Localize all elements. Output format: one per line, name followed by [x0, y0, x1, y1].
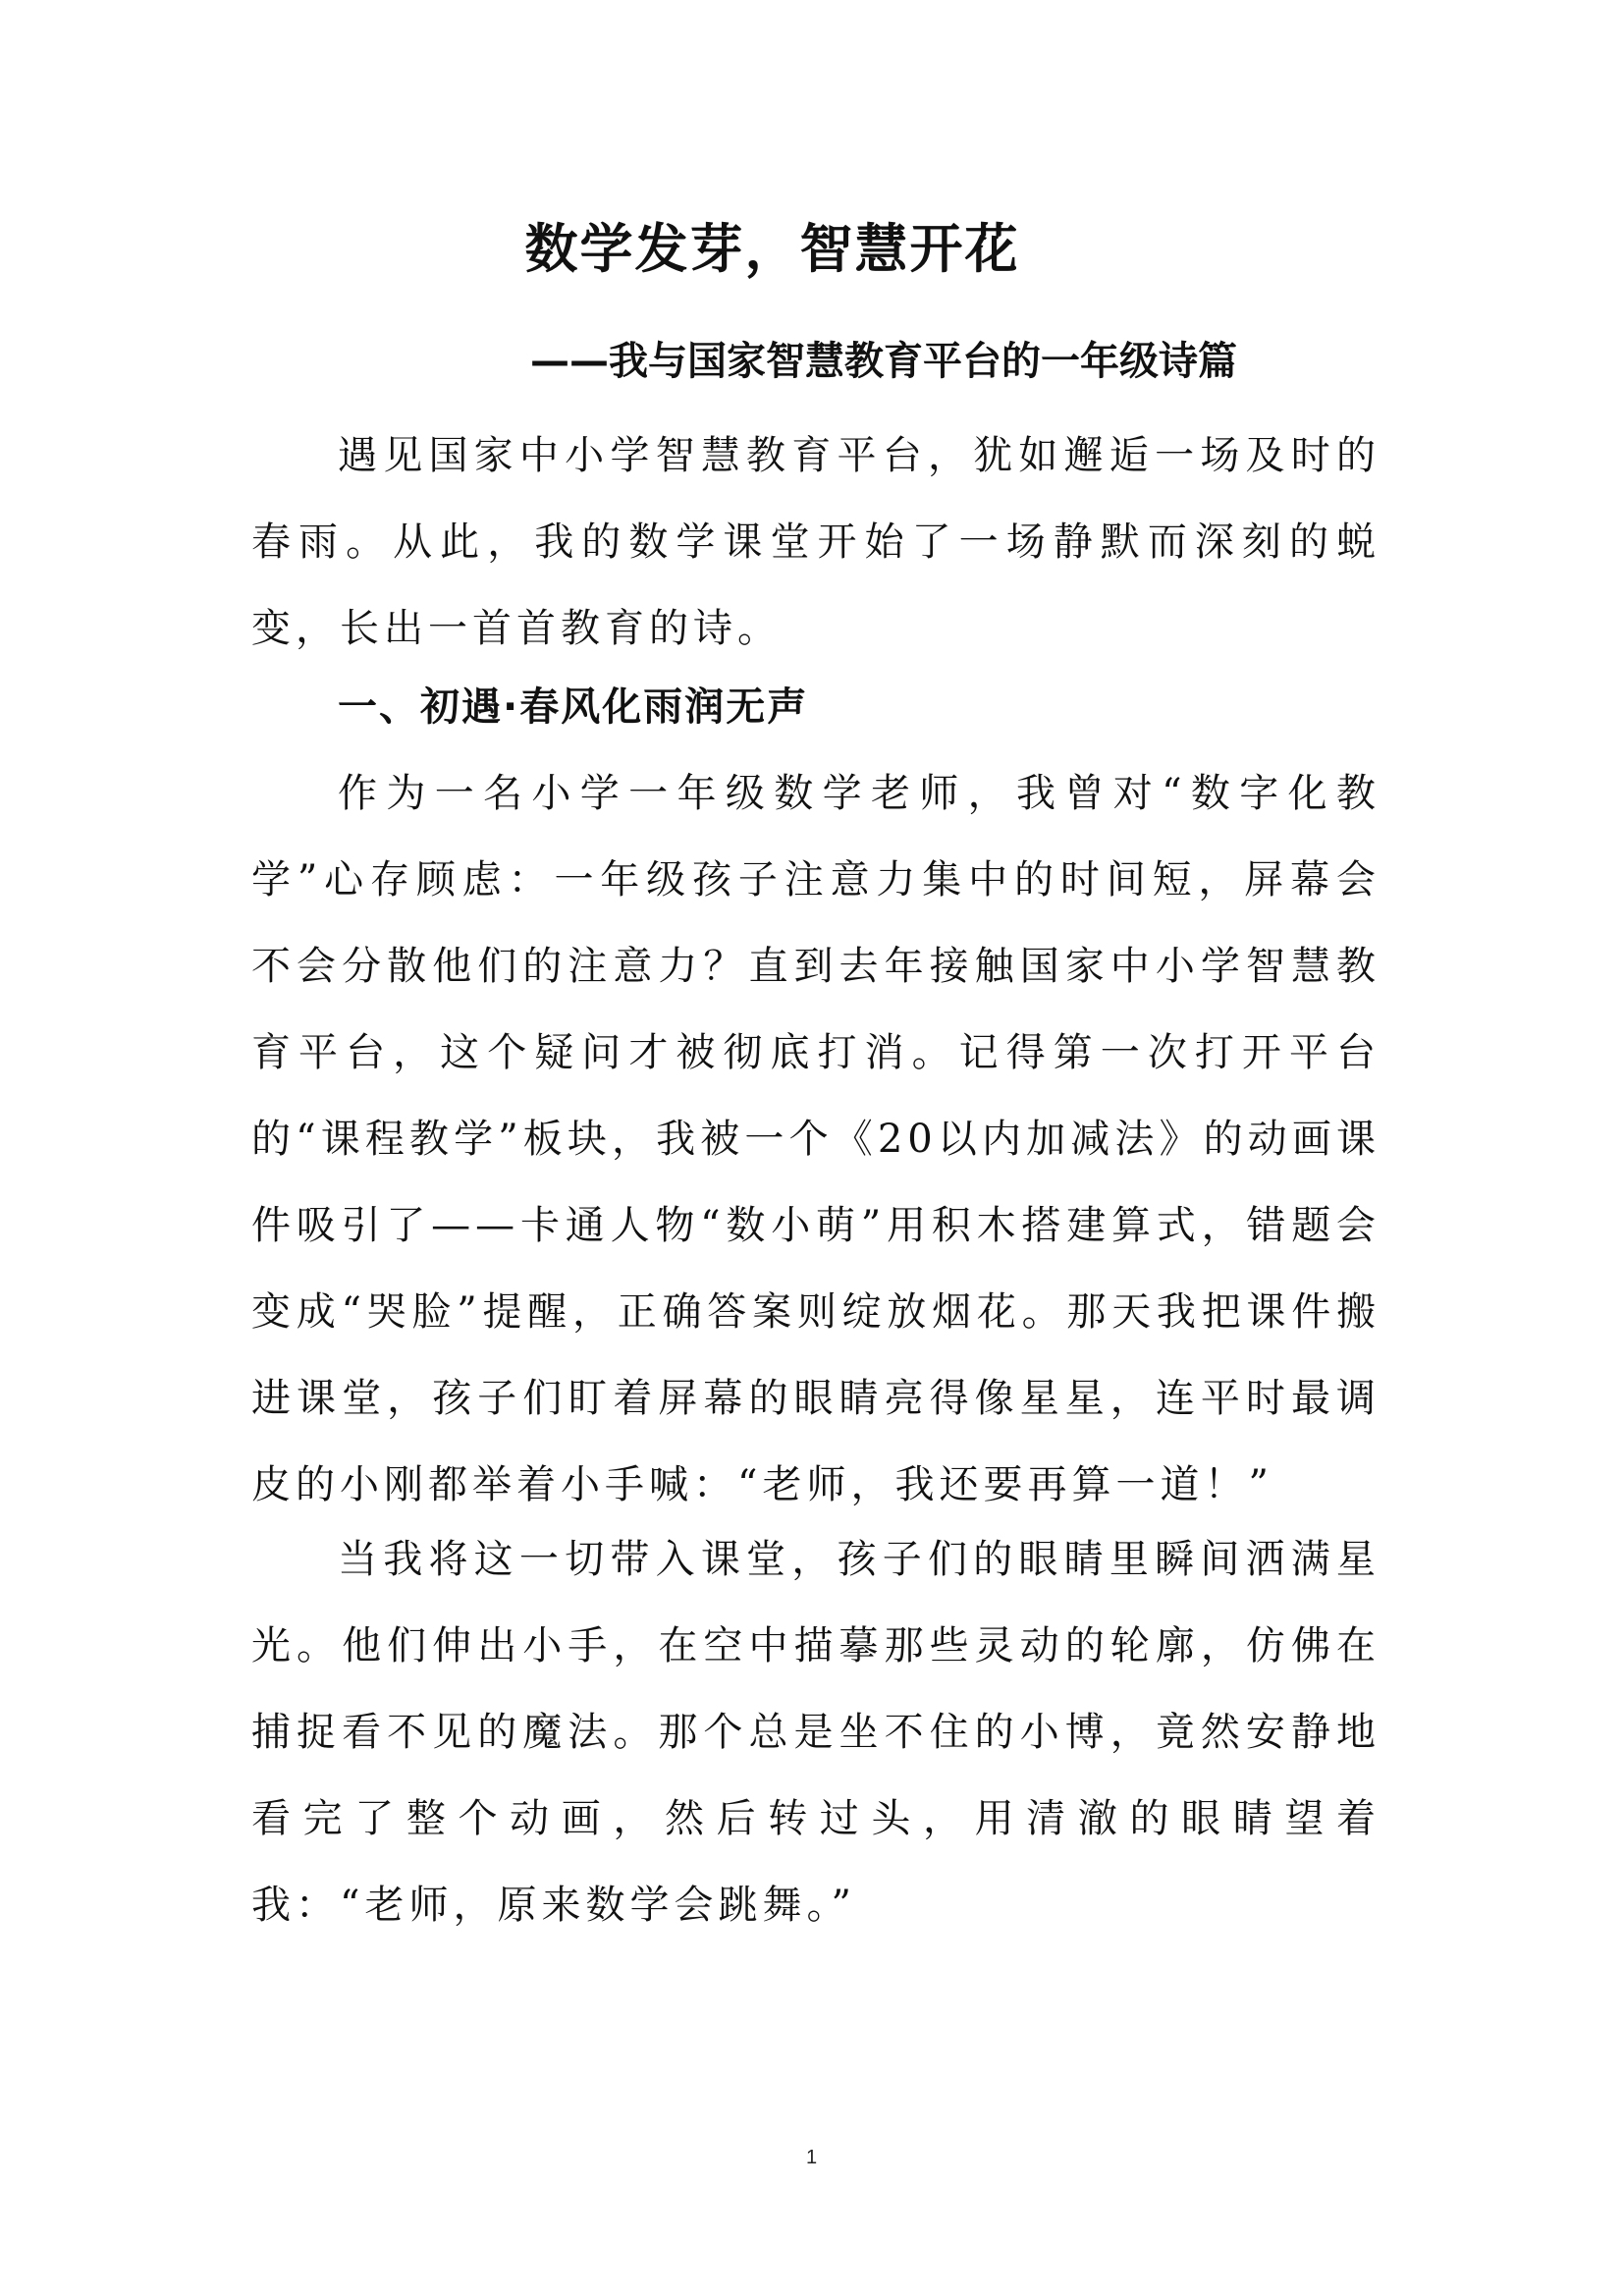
section-heading: 一、初遇·春风化雨润无声: [338, 684, 809, 730]
document-title: 数学发芽，智慧开花: [524, 218, 1020, 280]
page-number: 1: [805, 2147, 818, 2168]
document-subtitle: ——我与国家智慧教育平台的一年级诗篇: [530, 339, 1237, 384]
paragraph-intro: 遇见国家中小学智慧教育平台，犹如邂逅一场及时的春雨。从此，我的数学课堂开始了一场静默而深刻的蜕变，长出一首首教育的诗。: [251, 433, 1380, 651]
paragraph-first-encounter: 作为一名小学一年级数学老师，我曾对“数字化教学”心存顾虑：一年级孩子注意力集中的时间短，屏幕会不会分散他们的注意力？直到去年接触国家中小学智慧教育平台，这个疑问才被彻底打消。记得第一次打开平台的“课程教学”板块，我被一个《20以内加减法》的动画课件吸引了——卡通人物“数小萌”用积木搭建算式，错题会变成“哭脸”提醒，正确答案则绽放烟花。那天我把课件搬进课堂，孩子们盯着屏幕的眼睛亮得像星星，连平时最调皮的小刚都举着小手喊：“老师，我还要再算一道！”: [251, 771, 1380, 1507]
paragraph-classroom: 当我将这一切带入课堂，孩子们的眼睛里瞬间洒满星光。他们伸出小手，在空中描摹那些灵动的轮廓，仿佛在捕捉看不见的魔法。那个总是坐不住的小博，竟然安静地看完了整个动画，然后转过头，用清澈的眼睛望着我：“老师，原来数学会跳舞。”: [251, 1537, 1380, 1928]
